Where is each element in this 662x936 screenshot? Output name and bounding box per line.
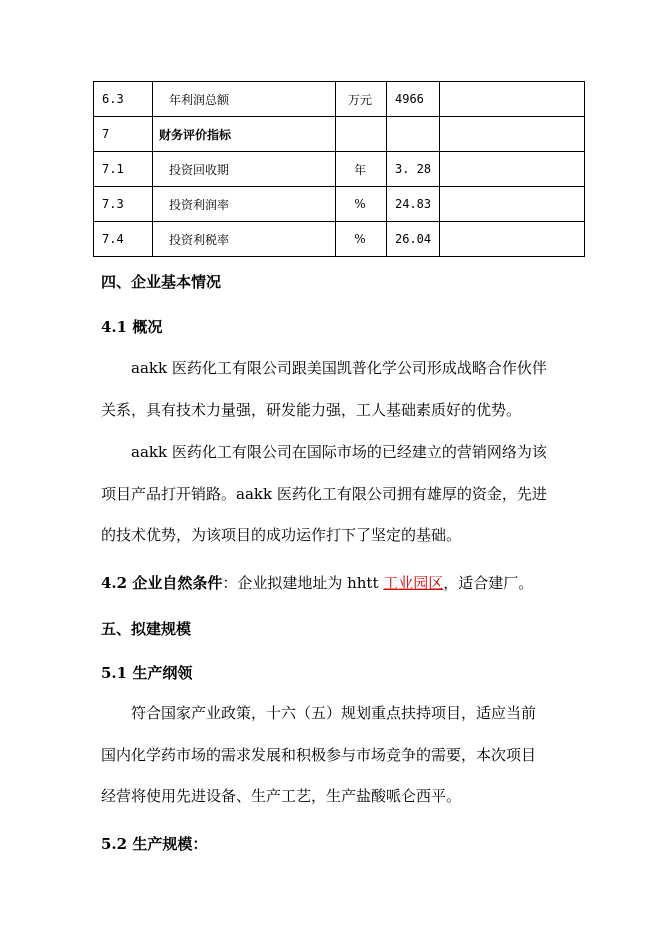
- row-value-cell: 24.83: [387, 187, 440, 222]
- row-number-cell: 7.4: [94, 222, 153, 257]
- financial-table-body: [94, 82, 585, 257]
- row-name-cell: 财务评价指标: [153, 117, 336, 152]
- p1-line1: aakk 医药化工有限公司跟美国凯普化学公司形成战略合作伙伴: [131, 359, 547, 377]
- row-note-cell: [440, 222, 585, 257]
- row-value-cell: [387, 117, 440, 152]
- table-row: [94, 152, 585, 187]
- table-row: [94, 117, 585, 152]
- row-note-cell: [440, 187, 585, 222]
- row-name-cell: 投资利税率: [153, 222, 336, 257]
- row-name-cell: 投资回收期: [153, 152, 336, 187]
- table-row: [94, 187, 585, 222]
- section5-heading: 五、拟建规模: [101, 620, 192, 638]
- section4-1-paragraph-2: [101, 432, 561, 557]
- section5-1-paragraph: [101, 693, 561, 818]
- row-value-cell: 4966: [387, 82, 440, 117]
- section4-2-text-b: ，适合建厂。: [443, 574, 534, 592]
- section4-heading: 四、企业基本情况: [101, 273, 222, 291]
- s5-line3: 经营将使用先进设备、生产工艺，生产盐酸哌仑西平。: [101, 787, 462, 805]
- row-unit-cell: 万元: [336, 82, 387, 117]
- p2-line3: 的技术优势，为该项目的成功运作打下了坚定的基础。: [101, 526, 462, 544]
- row-unit-cell: %: [336, 187, 387, 222]
- s5-line1: 符合国家产业政策，十六（五）规划重点扶持项目，适应当前: [131, 704, 537, 722]
- financial-table: [93, 81, 585, 257]
- p2-line2: 项目产品打开销路。aakk 医药化工有限公司拥有雄厚的资金，先进: [101, 484, 547, 503]
- row-value-cell: 26.04: [387, 222, 440, 257]
- section5-1-heading: 5.1 生产纲领: [101, 664, 193, 682]
- section4-1-paragraph-1: [101, 348, 561, 431]
- row-note-cell: [440, 117, 585, 152]
- table-row: [94, 222, 585, 257]
- section5-2-heading: 5.2 生产规模：: [101, 835, 208, 853]
- industrial-park-highlight: 工业园区: [383, 574, 444, 592]
- row-unit-cell: %: [336, 222, 387, 257]
- row-note-cell: [440, 152, 585, 187]
- section4-2-text-a: ：企业拟建地址为 hhtt: [222, 574, 384, 592]
- section4-2-heading: 4.2 企业自然条件: [101, 574, 223, 592]
- row-number-cell: 7: [94, 117, 153, 152]
- p1-line2: 关系，具有技术力量强，研发能力强，工人基础素质好的优势。: [101, 400, 522, 419]
- section4-1-heading: 4.1 概况: [101, 318, 163, 336]
- s5-line2: 国内化学药市场的需求发展和积极参与市场竞争的需要，本次项目: [101, 745, 537, 764]
- row-number-cell: 7.3: [94, 187, 153, 222]
- section4-2-line: [101, 572, 533, 593]
- row-name-cell: 年利润总额: [153, 82, 336, 117]
- row-name-cell: 投资利润率: [153, 187, 336, 222]
- p2-line1: aakk 医药化工有限公司在国际市场的已经建立的营销网络为该: [131, 443, 547, 461]
- row-number-cell: 6.3: [94, 82, 153, 117]
- table-row: [94, 82, 585, 117]
- row-number-cell: 7.1: [94, 152, 153, 187]
- row-unit-cell: 年: [336, 152, 387, 187]
- row-value-cell: 3. 28: [387, 152, 440, 187]
- row-note-cell: [440, 82, 585, 117]
- row-unit-cell: [336, 117, 387, 152]
